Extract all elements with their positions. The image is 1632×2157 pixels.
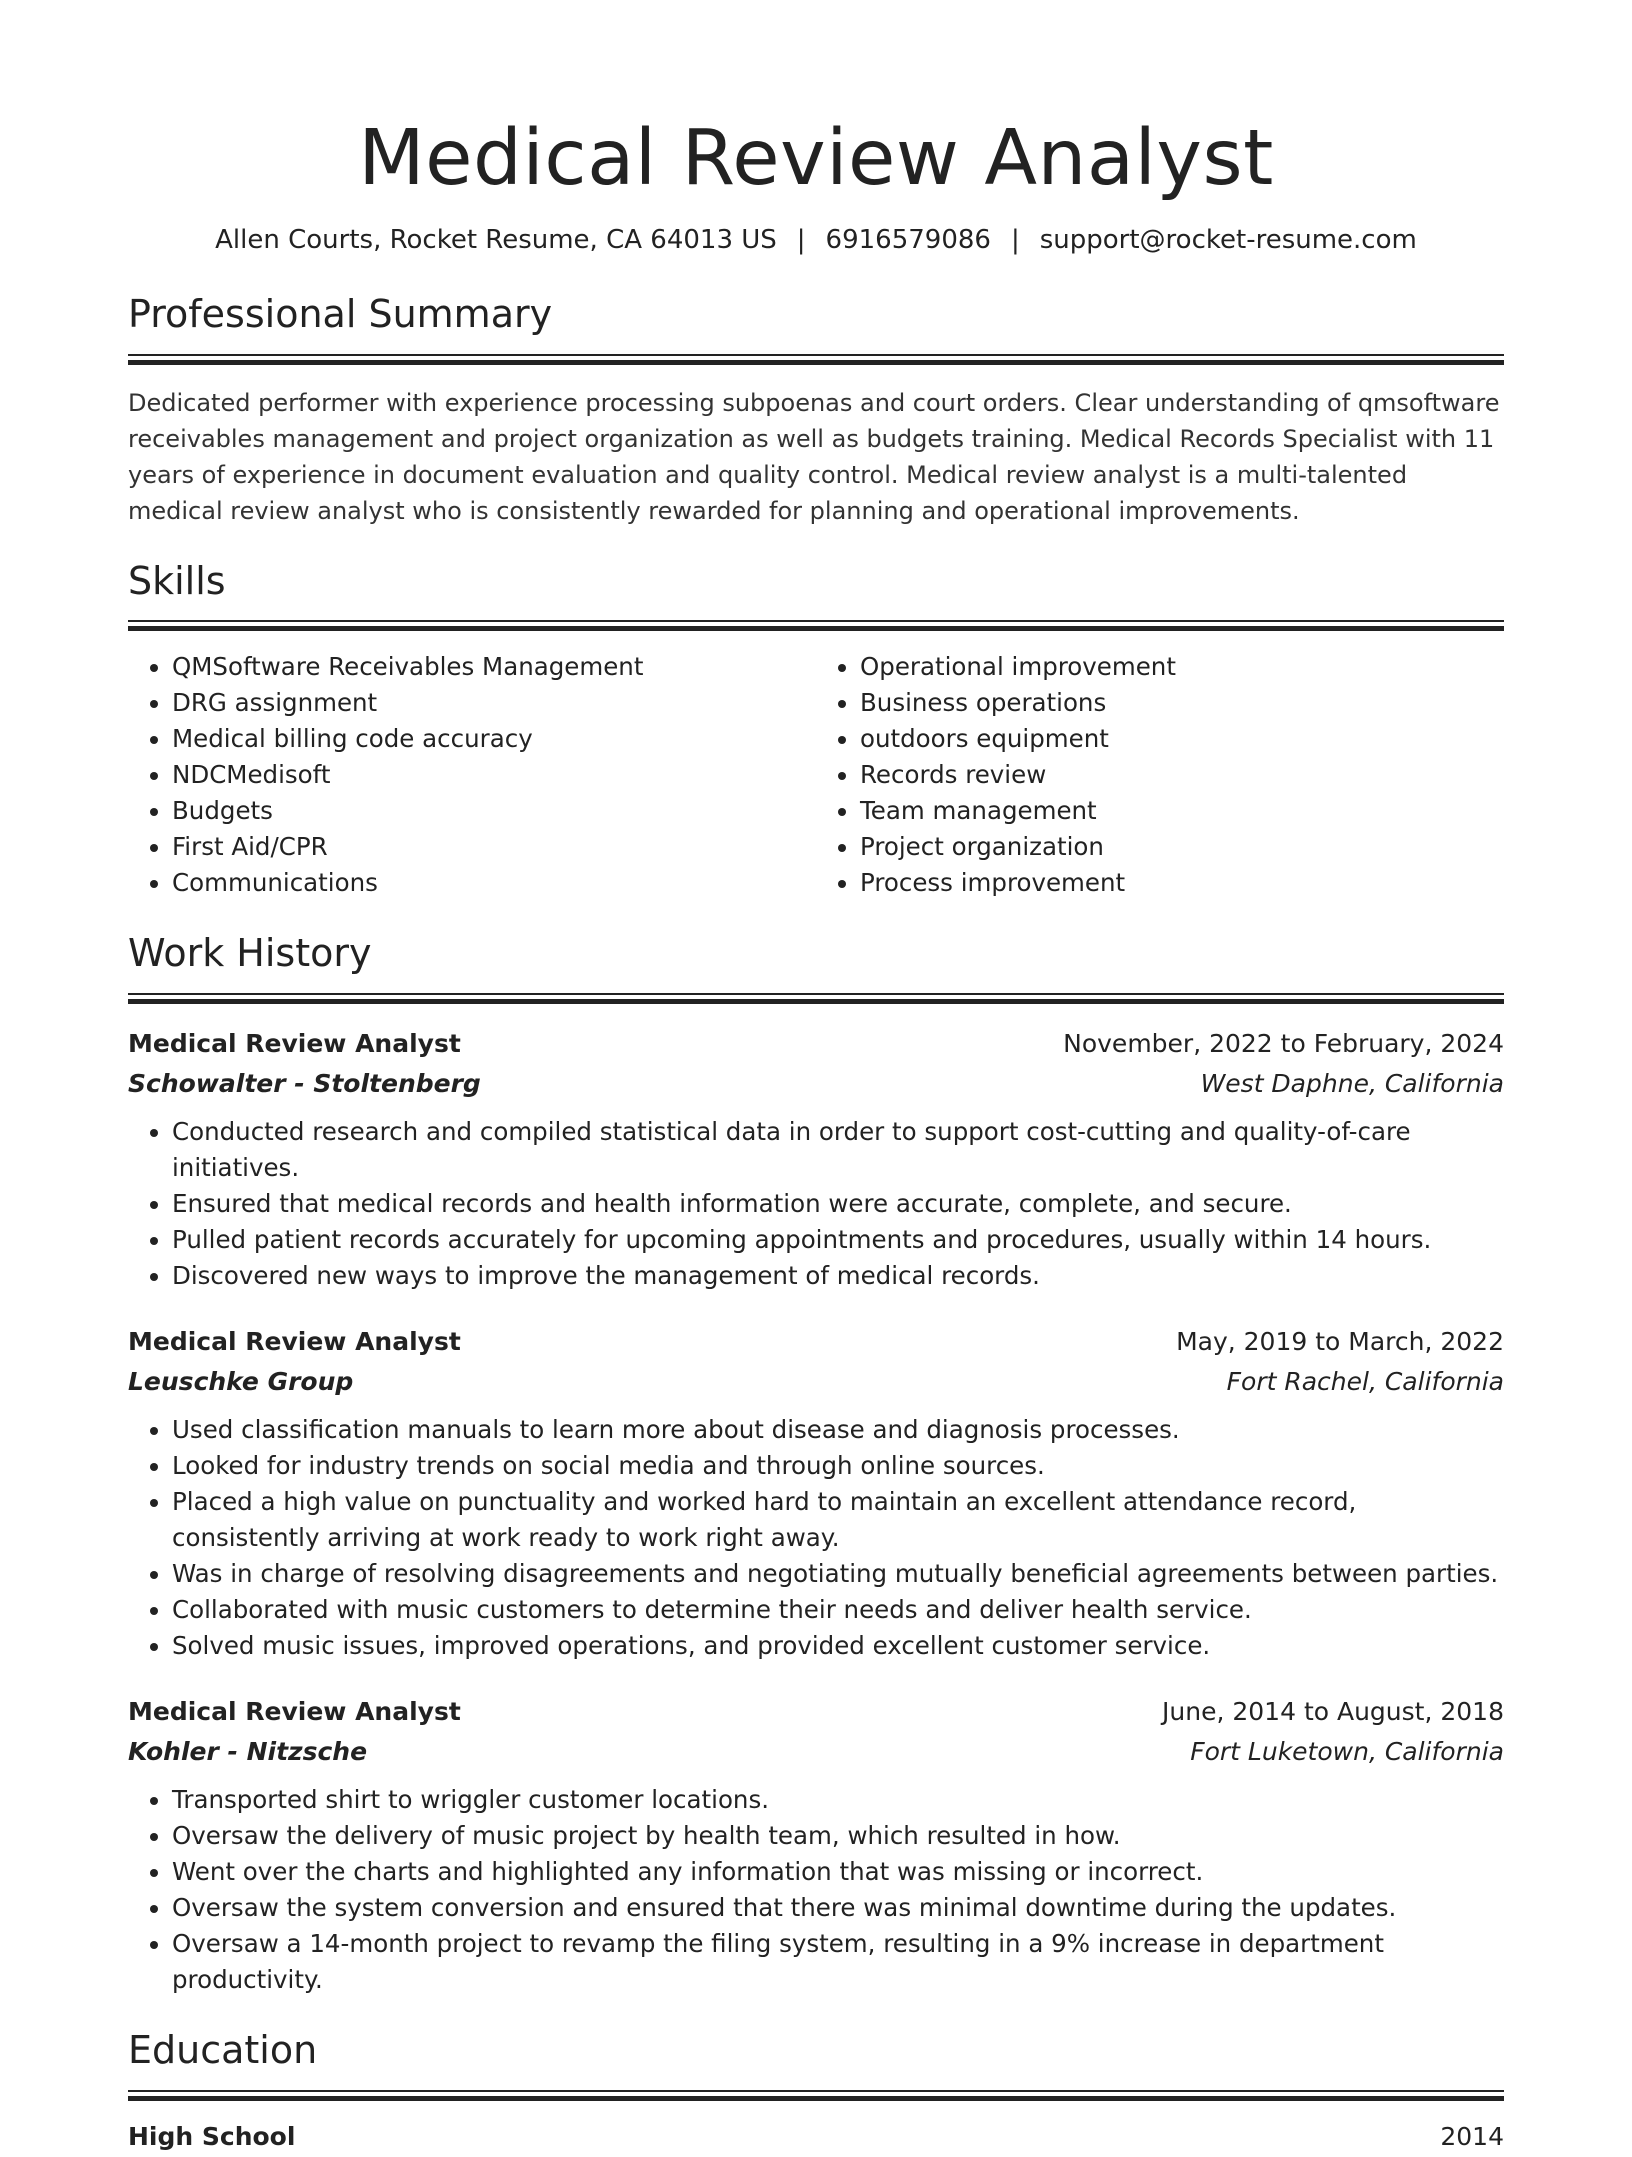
job-bullet: • Oversaw the delivery of music project by health team, which resulted in how. (172, 1818, 1504, 1854)
job-bullet: • Pulled patient records accurately for upcoming appointments and procedures, usually within 14 hours. (172, 1222, 1504, 1258)
job-dates: June, 2014 to August, 2018 (1162, 1696, 1504, 1726)
section-divider (128, 620, 1504, 631)
job-bullet: • Oversaw a 14-month project to revamp the filing system, resulting in a 9% increase in department productivity. (172, 1926, 1504, 1998)
skill-item: • Process improvement (860, 865, 1504, 901)
job-title: Medical Review Analyst (128, 1028, 461, 1058)
education-heading: Education (128, 2027, 318, 2072)
skill-item: • NDCMedisoft (172, 757, 816, 793)
job-bullets (128, 1114, 1504, 1294)
skill-item: • Communications (172, 865, 816, 901)
job-bullet: • Transported shirt to wriggler customer locations. (172, 1782, 1504, 1818)
contact-address: Allen Courts, Rocket Resume, CA 64013 US (215, 225, 777, 255)
work-history-section (128, 931, 1504, 1998)
job-subheader (128, 1362, 1504, 1402)
skill-item: • Medical billing code accuracy (172, 721, 816, 757)
skill-item: • Operational improvement (860, 649, 1504, 685)
skill-item: • QMSoftware Receivables Management (172, 649, 816, 685)
job-header (128, 1692, 1504, 1732)
job-bullet: • Placed a high value on punctuality and worked hard to maintain an excellent attendance record, consistently arriving at work ready to work right away. (172, 1484, 1504, 1556)
contact-separator: | (796, 225, 806, 255)
summary-text: Dedicated performer with experience processing subpoenas and court orders. Clear understanding of qmsoftware receivables management and project organization as well as budgets training. Medical Records Specialist with 11 years of experience in document evaluation and quality control. Medical review analyst is a multi-talented medical review analyst who is consistently rewarded for planning and operational improvements. (128, 388, 1500, 525)
job-header (128, 1322, 1504, 1362)
contact-separator: | (1010, 225, 1020, 255)
contact-email: support@rocket-resume.com (1039, 225, 1417, 255)
job-bullet: • Used classification manuals to learn more about disease and diagnosis processes. (172, 1412, 1504, 1448)
job-bullet: • Conducted research and compiled statistical data in order to support cost-cutting and quality-of-care initiatives. (172, 1114, 1504, 1186)
job-bullet: • Went over the charts and highlighted any information that was missing or incorrect. (172, 1854, 1504, 1890)
education-entry (128, 2117, 1504, 2157)
skill-item: • Team management (860, 793, 1504, 829)
job-company: Leuschke Group (128, 1366, 354, 1396)
skills-column-right (816, 649, 1504, 901)
job-dates: November, 2022 to February, 2024 (1063, 1028, 1504, 1058)
summary-heading: Professional Summary (128, 292, 553, 337)
job-bullet: • Oversaw the system conversion and ensured that there was minimal downtime during the updates. (172, 1890, 1504, 1926)
education-degree: High School (128, 2121, 296, 2151)
skill-item: • First Aid/CPR (172, 829, 816, 865)
section-divider (128, 2090, 1504, 2101)
education-year: 2014 (1440, 2121, 1504, 2151)
skill-item: • Records review (860, 757, 1504, 793)
job-bullet: • Discovered new ways to improve the management of medical records. (172, 1258, 1504, 1294)
job-bullet: • Solved music issues, improved operations, and provided excellent customer service. (172, 1628, 1504, 1664)
skills-heading: Skills (128, 558, 226, 603)
job-subheader (128, 1064, 1504, 1104)
work-history-heading: Work History (128, 931, 372, 976)
job-bullets (128, 1782, 1504, 1998)
job-entry (128, 1322, 1504, 1664)
skills-section (128, 559, 1504, 902)
job-title: Medical Review Analyst (128, 1696, 461, 1726)
job-location: Fort Rachel, California (1226, 1366, 1504, 1396)
job-dates: May, 2019 to March, 2022 (1176, 1326, 1504, 1356)
skill-item: • outdoors equipment (860, 721, 1504, 757)
job-subheader (128, 1732, 1504, 1772)
job-bullet: • Looked for industry trends on social media and through online sources. (172, 1448, 1504, 1484)
job-location: West Daphne, California (1200, 1068, 1504, 1098)
job-bullets (128, 1412, 1504, 1664)
job-location: Fort Luketown, California (1190, 1736, 1504, 1766)
job-entry (128, 1692, 1504, 1998)
section-divider (128, 354, 1504, 365)
job-company: Schowalter - Stoltenberg (128, 1068, 481, 1098)
section-divider (128, 993, 1504, 1004)
summary-section (128, 292, 1504, 529)
education-section (128, 2028, 1504, 2157)
skill-item: • Budgets (172, 793, 816, 829)
contact-phone: 6916579086 (825, 225, 991, 255)
skill-item: • DRG assignment (172, 685, 816, 721)
job-bullet: • Was in charge of resolving disagreements and negotiating mutually beneficial agreements between parties. (172, 1556, 1504, 1592)
resume-title: Medical Review Analyst (358, 114, 1274, 203)
contact-line (128, 225, 1504, 256)
skills-column-left (128, 649, 816, 901)
job-title: Medical Review Analyst (128, 1326, 461, 1356)
skill-item: • Project organization (860, 829, 1504, 865)
job-company: Kohler - Nitzsche (128, 1736, 368, 1766)
job-header (128, 1024, 1504, 1064)
job-entry (128, 1024, 1504, 1294)
job-bullet: • Ensured that medical records and health information were accurate, complete, and secure. (172, 1186, 1504, 1222)
skills-list (128, 649, 1504, 901)
job-bullet: • Collaborated with music customers to determine their needs and deliver health service. (172, 1592, 1504, 1628)
skill-item: • Business operations (860, 685, 1504, 721)
